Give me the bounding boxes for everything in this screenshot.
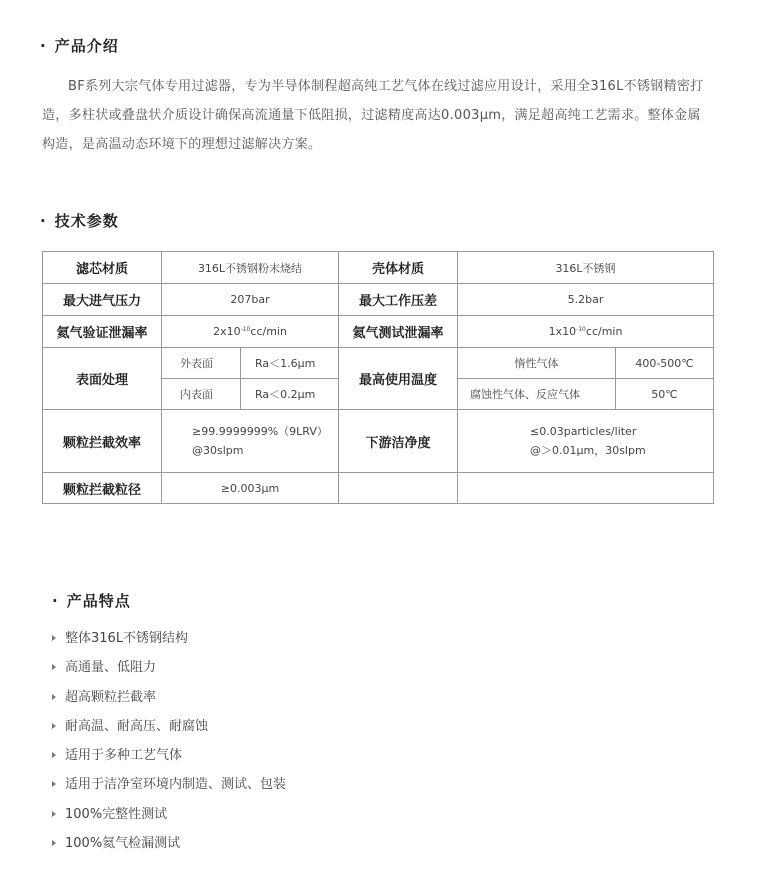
list-item xyxy=(52,829,286,858)
list-item xyxy=(52,624,286,653)
specs-section-title xyxy=(40,210,119,231)
specs-title-text: 技术参数 xyxy=(54,212,119,230)
spec-value: ≥0.003μm xyxy=(162,473,339,504)
spec-label: 最高使用温度 xyxy=(339,348,458,410)
caret-right-icon xyxy=(52,694,56,700)
spec-value-line: ≥99.9999999%（9LRV） xyxy=(192,425,328,438)
intro-title-text: 产品介绍 xyxy=(54,37,119,55)
caret-right-icon xyxy=(52,840,56,846)
table-row xyxy=(43,348,714,379)
spec-value xyxy=(162,316,339,348)
caret-right-icon xyxy=(52,723,56,729)
spec-label: 最大进气压力 xyxy=(43,284,162,316)
table-row xyxy=(43,316,714,348)
spec-value: 316L不锈钢 xyxy=(458,252,714,284)
spec-sub-label: 腐蚀性气体、反应气体 xyxy=(458,379,616,410)
features-title-text: 产品特点 xyxy=(66,592,131,610)
spec-value: 316L不锈钢粉末烧结 xyxy=(162,252,339,284)
spec-value-line: ≤0.03particles/liter xyxy=(530,425,637,438)
spec-label: 颗粒拦截粒径 xyxy=(43,473,162,504)
list-item xyxy=(52,712,286,741)
title-bullet: · xyxy=(40,37,47,55)
feature-text: 100%氦气检漏测试 xyxy=(65,836,181,852)
feature-text: 高通量、低阻力 xyxy=(65,660,157,676)
feature-text: 耐高温、耐高压、耐腐蚀 xyxy=(65,718,209,734)
leak-exponent: -10 xyxy=(576,326,586,333)
spec-label: 氦气验证泄漏率 xyxy=(43,316,162,348)
spec-label: 颗粒拦截效率 xyxy=(43,410,162,473)
spec-value: Ra＜0.2μm xyxy=(241,379,339,410)
caret-right-icon xyxy=(52,781,56,787)
spec-value: 50℃ xyxy=(616,379,714,410)
spec-sub-label: 外表面 xyxy=(162,348,241,379)
spec-value xyxy=(458,410,714,473)
leak-exponent: -10 xyxy=(240,326,251,333)
title-bullet: · xyxy=(40,212,47,230)
spec-label: 下游洁净度 xyxy=(339,410,458,473)
caret-right-icon xyxy=(52,664,56,670)
spec-value xyxy=(458,316,714,348)
spec-value: Ra＜1.6μm xyxy=(241,348,339,379)
features-section-title xyxy=(52,590,131,611)
feature-text: 超高颗粒拦截率 xyxy=(65,689,157,705)
spec-value: 5.2bar xyxy=(458,284,714,316)
spec-sub-label: 内表面 xyxy=(162,379,241,410)
list-item xyxy=(52,800,286,829)
leak-base: 1x10 xyxy=(548,325,577,338)
empty-cell xyxy=(339,473,458,504)
feature-text: 适用于洁净室环境内制造、测试、包装 xyxy=(65,777,287,793)
spec-value: 400-500℃ xyxy=(616,348,714,379)
leak-base: 2x10 xyxy=(213,325,241,338)
intro-paragraph: BF系列大宗气体专用过滤器，专为半导体制程超高纯工艺气体在线过滤应用设计，采用全316L不锈钢精密打造，多柱状或叠盘状介质设计确保高流通量下低阻损，过滤精度高达0.003μm，满足超高纯工艺需求。整体金属构造，是高温动态环境下的理想过滤解决方案。 xyxy=(42,79,704,152)
leak-unit: cc/min xyxy=(585,325,623,338)
intro-section-title xyxy=(40,35,119,56)
list-item xyxy=(52,741,286,770)
feature-text: 整体316L不锈钢结构 xyxy=(65,631,189,646)
leak-unit: cc/min xyxy=(250,325,287,338)
caret-right-icon xyxy=(52,635,56,641)
list-item xyxy=(52,770,286,799)
list-item xyxy=(52,653,286,682)
title-bullet: · xyxy=(52,592,59,610)
spec-value-line: @＞0.01μm，30slpm xyxy=(530,444,646,457)
feature-text: 100%完整性测试 xyxy=(65,806,168,822)
spec-value-line: @30slpm xyxy=(192,444,244,457)
spec-label: 氦气测试泄漏率 xyxy=(339,316,458,348)
spec-label: 滤芯材质 xyxy=(43,252,162,284)
table-row xyxy=(43,473,714,504)
spec-value xyxy=(162,410,339,473)
table-row xyxy=(43,252,714,284)
caret-right-icon xyxy=(52,811,56,817)
specs-table xyxy=(42,251,714,504)
feature-text: 适用于多种工艺气体 xyxy=(65,748,183,764)
spec-label: 壳体材质 xyxy=(339,252,458,284)
spec-value: 207bar xyxy=(162,284,339,316)
table-row xyxy=(43,284,714,316)
list-item xyxy=(52,683,286,712)
empty-cell xyxy=(458,473,714,504)
caret-right-icon xyxy=(52,752,56,758)
table-row xyxy=(43,410,714,473)
spec-label: 最大工作压差 xyxy=(339,284,458,316)
spec-label: 表面处理 xyxy=(43,348,162,410)
spec-sub-label: 惰性气体 xyxy=(458,348,616,379)
features-list xyxy=(52,624,286,858)
